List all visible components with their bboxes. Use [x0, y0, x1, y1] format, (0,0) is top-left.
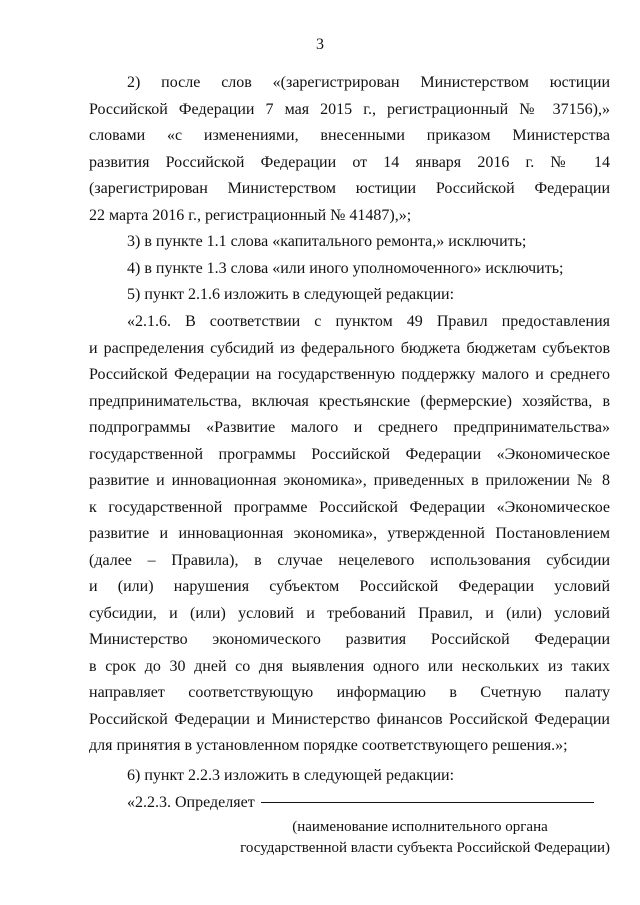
blank-caption [190, 817, 610, 859]
item-6 [89, 763, 610, 816]
text-line: подпрограммы «Развитие малого и среднего предпринимательства» [89, 419, 610, 436]
text-line: и распределения субсидий из федерального бюджета бюджетам субъектов [89, 339, 610, 357]
text-line: (зарегистрирован Министерством юстиции Российской Федерации [89, 180, 610, 197]
text-line: (далее – Правила), в случае нецелевого использования субсидии [89, 551, 610, 569]
text-line: Российской Федерации на государственную поддержку малого и среднего [89, 366, 610, 383]
text-line: и (или) нарушения субъектом Российской Федерации условий [89, 578, 610, 595]
text-line: Министерство экономического развития Российской Федерации [89, 631, 610, 648]
text-line: в срок до 30 дней со дня выявления одного или нескольких из таких [89, 657, 610, 675]
item-6-paragraph: 6) пункт 2.2.3 изложить в следующей редакции: [127, 767, 455, 784]
caption-line: государственной власти субъекта Российской Федерации) [240, 840, 610, 856]
item-3-paragraph: 3) в пункте 1.1 слова «капитального ремонта,» исключить; [127, 233, 527, 250]
text-line: для принятия в установленном порядке соответствующего решения.»; [89, 737, 568, 754]
text-line: развитие и инновационная экономика», приведенных в приложении № 8 [89, 472, 610, 489]
item-2-paragraph [89, 70, 610, 229]
text-line: «2.1.6. В соответствии с пунктом 49 Правил предоставления [127, 313, 610, 330]
text-line: 2) после слов «(зарегистрирован Министерством юстиции [127, 74, 610, 91]
clause-2-1-6 [89, 309, 610, 760]
caption-line: (наименование исполнительного органа [292, 819, 548, 835]
text-line: к государственной программе Российской Федерации «Экономическое [89, 498, 610, 516]
text-line: 22 марта 2016 г., регистрационный № 41487),»; [89, 206, 412, 224]
item-4-paragraph: 4) в пункте 1.3 слова «или иного уполномоченного» исключить; [127, 259, 564, 277]
clause-2-2-3-label: «2.2.3. Определяет [127, 793, 255, 811]
text-line: словами «с изменениями, внесенными приказом Министерства [89, 127, 610, 144]
text-line: субсидии, и (или) условий и требований Правил, и (или) условий [89, 604, 610, 622]
page-number: 3 [316, 36, 324, 53]
text-line: направляет соответствующую информацию в Счетную палату [89, 684, 610, 701]
items-3-5 [89, 229, 610, 309]
text-line: развития Российской Федерации от 14 января 2016 г. № 14 [89, 153, 610, 171]
blank-fill-line [261, 802, 594, 803]
text-line: Российской Федерации 7 мая 2015 г., регистрационный № 37156),» [89, 100, 610, 118]
clause-2-2-3-start [89, 790, 610, 817]
text-line: Российской Федерации и Министерство финансов Российской Федерации [89, 710, 610, 728]
text-line: развитие и инновационная экономика», утвержденной Постановлением [89, 525, 610, 542]
text-line: предпринимательства, включая крестьянские (фермерские) хозяйства, в [89, 392, 610, 410]
text-line: государственной программы Российской Федерации «Экономическое [89, 445, 610, 463]
item-5-paragraph: 5) пункт 2.1.6 изложить в следующей редакции: [127, 286, 455, 303]
